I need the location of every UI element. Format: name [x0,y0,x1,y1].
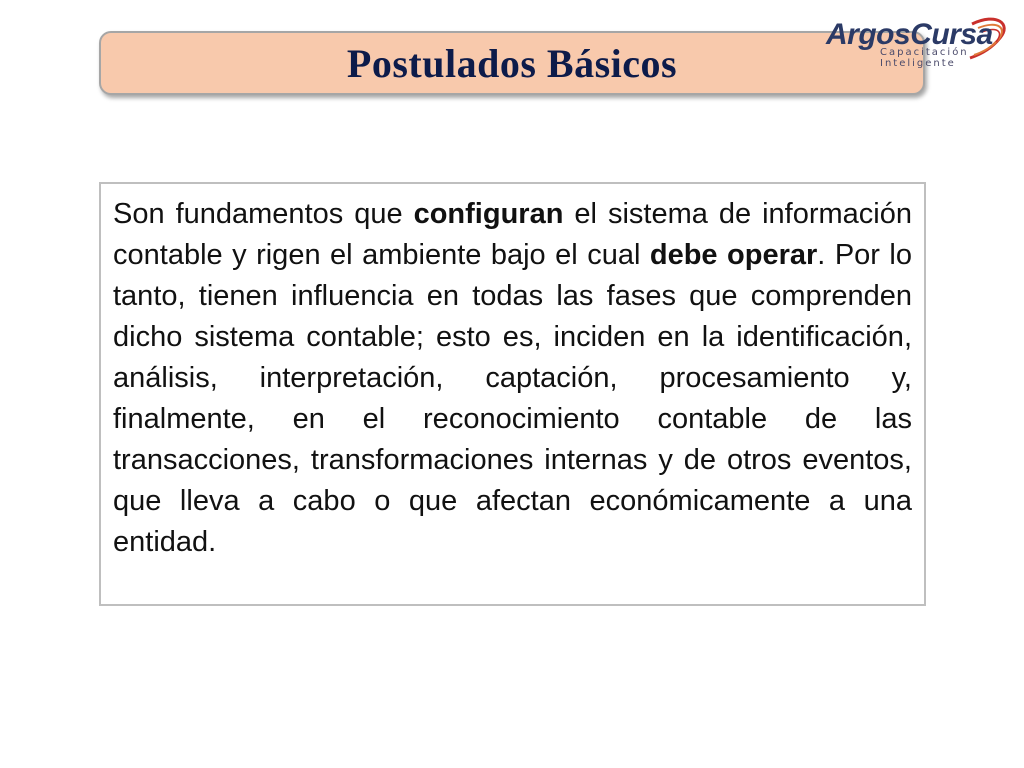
slide-title: Postulados Básicos [346,40,678,86]
body-bold-configuran: configuran [413,198,564,230]
body-segment-3: . Por lo tanto, tienen influencia en todas las fases que comprenden dicho sistema contable; esto es, inciden en la identificación, análisis, interpretación, captación, procesamiento y, finalmente, en el reconocimiento contable de las transacciones, transformaciones internas y de otros eventos, que lleva a cabo o que afectan económicamente a una entidad. [113,239,912,558]
logo-tagline-line2: Inteligente [880,58,956,69]
title-banner [99,31,925,95]
content-text-box [99,182,926,606]
logo-brand-part-b: Cursa [910,18,993,51]
body-segment-2: el sistema de información contable y rigen el ambiente bajo el cual [113,198,912,271]
body-bold-debe-operar: debe operar [649,239,818,271]
body-paragraph [113,194,912,563]
brand-logo [822,14,1014,76]
logo-brand-part-a: Argos [826,18,911,51]
body-segment-1: Son fundamentos que [113,198,414,230]
logo-tagline-line1: Capacitación [880,47,969,58]
